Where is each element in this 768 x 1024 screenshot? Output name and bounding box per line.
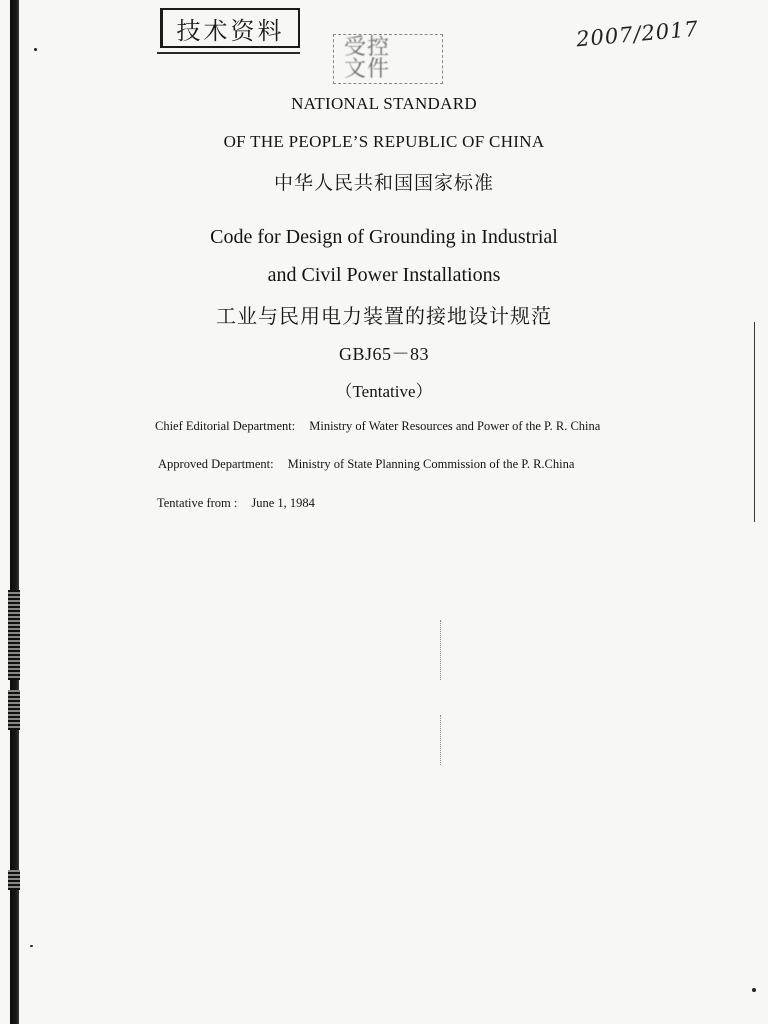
meta-value: Ministry of State Planning Commission of the P. R.China bbox=[287, 457, 575, 471]
handwritten-number: 2007/2017 bbox=[575, 16, 700, 52]
code-title-line-1: Code for Design of Grounding in Industrial bbox=[210, 226, 558, 248]
binding-scan-noise bbox=[8, 590, 20, 680]
scan-speck bbox=[34, 48, 37, 51]
meta-value: Ministry of Water Resources and Power of the P. R. China bbox=[309, 419, 601, 433]
scan-artifact bbox=[440, 715, 451, 765]
technical-data-stamp bbox=[160, 8, 300, 48]
standard-number: GBJ65－83 bbox=[338, 344, 429, 364]
scan-speck bbox=[30, 945, 33, 947]
tentative-note: （Tentative） bbox=[335, 382, 433, 401]
meta-label: Chief Editorial Department: bbox=[155, 419, 296, 433]
seal-line-1: 受控 bbox=[344, 35, 391, 60]
scan-speck bbox=[752, 988, 756, 992]
chief-editorial-row bbox=[155, 419, 600, 434]
binding-scan-noise bbox=[8, 690, 20, 730]
stamp-label: 技术资料 bbox=[176, 16, 285, 45]
tentative-from-row bbox=[157, 496, 315, 511]
binding-scan-noise bbox=[8, 870, 20, 890]
title-peoples-republic: OF THE PEOPLE’S REPUBLIC OF CHINA bbox=[223, 132, 545, 151]
scan-artifact bbox=[440, 620, 451, 680]
seal-line-2: 文件 bbox=[344, 57, 391, 82]
meta-value: June 1, 1984 bbox=[251, 496, 315, 510]
title-chinese: 中华人民共和国国家标准 bbox=[273, 172, 494, 194]
meta-label: Approved Department: bbox=[158, 457, 274, 471]
code-title-chinese: 工业与民用电力装置的接地设计规范 bbox=[216, 304, 552, 328]
approved-department-row bbox=[158, 457, 574, 472]
meta-label: Tentative from : bbox=[157, 496, 238, 510]
title-national-standard: NATIONAL STANDARD bbox=[291, 94, 477, 113]
code-title-line-2: and Civil Power Installations bbox=[267, 264, 501, 286]
controlled-document-seal bbox=[333, 34, 443, 84]
